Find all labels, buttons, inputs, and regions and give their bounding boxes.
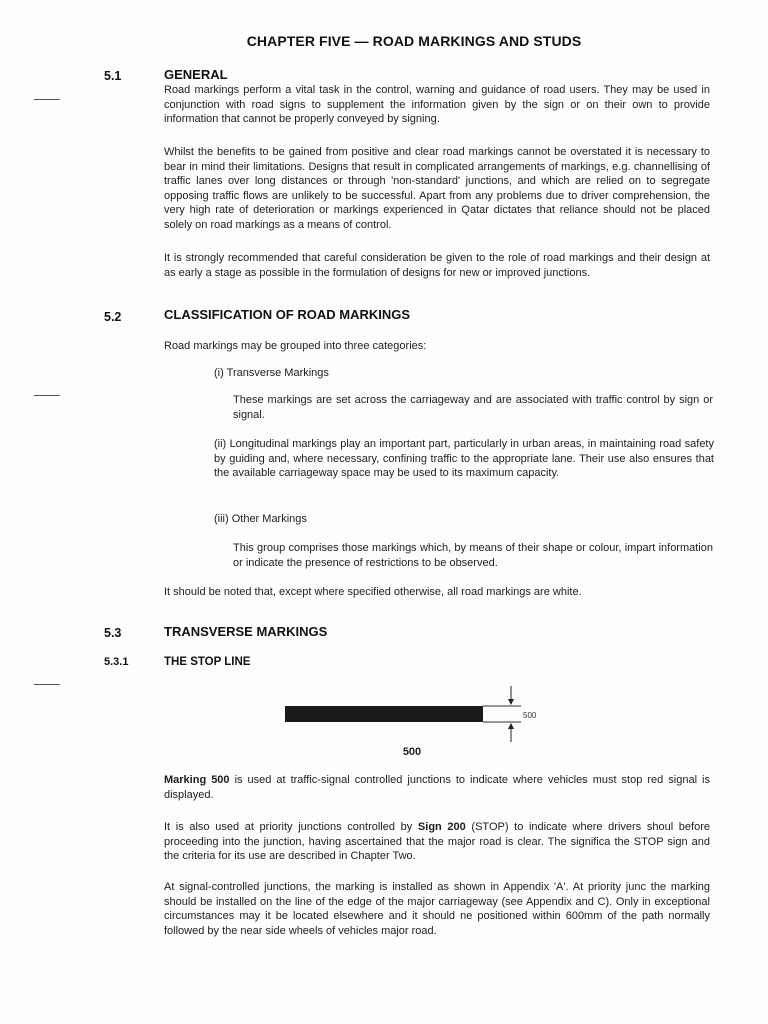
classification-intro: Road markings may be grouped into three categories: bbox=[164, 340, 427, 352]
figure-label-500: 500 bbox=[402, 746, 422, 758]
dimension-arrow-up bbox=[508, 723, 514, 729]
category-item-2-text: (ii) Longitudinal markings play an important part, particularly in urban areas, in maintaining road safety by guiding and, where necessary, confining traffic to the appropriate lane. Their use also ensures that the available carriageway space may be used to its maximum capacity. bbox=[214, 438, 714, 479]
section-number-5-1: 5.1 bbox=[104, 69, 122, 83]
section-heading-stop-line: THE STOP LINE bbox=[164, 656, 251, 668]
section-heading-general: GENERAL bbox=[164, 67, 228, 82]
dimension-arrow-down bbox=[508, 699, 514, 705]
section-number-5-2: 5.2 bbox=[104, 310, 122, 324]
stop-line-paragraph-3: At signal-controlled junctions, the marking is installed as shown in Appendix 'A'. At priority junc the marking should be installed on the line of the edge of the major carriageway (see Appendix and C). Only in exceptional circumstances may it be located elsewhere and it should ne positioned within 600mm of the path normally followed by the near side wheels of vehicles major road. bbox=[164, 881, 710, 937]
stop-line-paragraph-1-text: is used at traffic-signal controlled junctions to indicate where vehicles must stop red signal is displayed. bbox=[164, 774, 710, 801]
margin-mark bbox=[34, 684, 60, 685]
category-item-3-label: (iii) Other Markings bbox=[214, 513, 307, 525]
dimension-label: 500 bbox=[523, 711, 537, 720]
section-heading-classification: CLASSIFICATION OF ROAD MARKINGS bbox=[164, 307, 411, 322]
stop-line-paragraph-1 bbox=[164, 773, 710, 802]
margin-mark bbox=[34, 99, 60, 100]
marking-500-bold: Marking 500 bbox=[164, 774, 230, 786]
general-paragraph-2: Whilst the benefits to be gained from positive and clear road markings cannot be overstated it is necessary to bear in mind their limitations. Designs that result in complicated arrangements of markings, e.g. channellising of traffic lanes over long distances or through 'non-standard' junctions, and which are relied on to segregate opposing traffic flows are unlikely to be successful. Apart from any problems due to driver comprehension, the very high rate of deterioration or markings experienced in Qatar dictates that reliance should not be placed solely on road markings as a means of control. bbox=[164, 146, 710, 231]
classification-note: It should be noted that, except where specified otherwise, all road markings are white. bbox=[164, 586, 582, 598]
general-paragraph-1: Road markings perform a vital task in the control, warning and guidance of road users. They may be used in conjunction with road signs to supplement the information given by the sign or on their own to provide information that cannot be properly conveyed by signing. bbox=[164, 84, 710, 125]
stop-line-diagram bbox=[285, 684, 585, 754]
section-heading-transverse-markings: TRANSVERSE MARKINGS bbox=[164, 624, 328, 639]
stop-line-paragraph-2-text: (STOP) to indicate where drivers shoul before proceeding into the junction, having ascertained that the major road is clear. The significa the STOP sign and the criteria for its use are described in Chapter Two. bbox=[164, 821, 710, 862]
general-paragraph-3: It is strongly recommended that careful consideration be given to the role of road markings and their design at as early a stage as possible in the formulation of designs for new or improved junctions. bbox=[164, 252, 710, 279]
category-item-1-text: These markings are set across the carriageway and are associated with traffic control by sign or signal. bbox=[233, 394, 713, 421]
stop-line-paragraph-2-start: It is also used at priority junctions controlled by bbox=[164, 821, 418, 833]
section-number-5-3: 5.3 bbox=[104, 626, 122, 640]
stop-line-bar bbox=[285, 706, 483, 722]
chapter-title: CHAPTER FIVE — ROAD MARKINGS AND STUDS bbox=[246, 33, 582, 49]
stop-line-paragraph-2 bbox=[164, 820, 710, 864]
category-item-3-text: This group comprises those markings which, by means of their shape or colour, impart information or indicate the presence of restrictions to be observed. bbox=[233, 542, 713, 569]
margin-mark bbox=[34, 395, 60, 396]
category-item-1-label: (i) Transverse Markings bbox=[214, 367, 329, 379]
section-number-5-3-1: 5.3.1 bbox=[104, 656, 129, 668]
stop-line-diagram-svg bbox=[285, 684, 585, 754]
sign-200-bold: Sign 200 bbox=[417, 821, 466, 833]
